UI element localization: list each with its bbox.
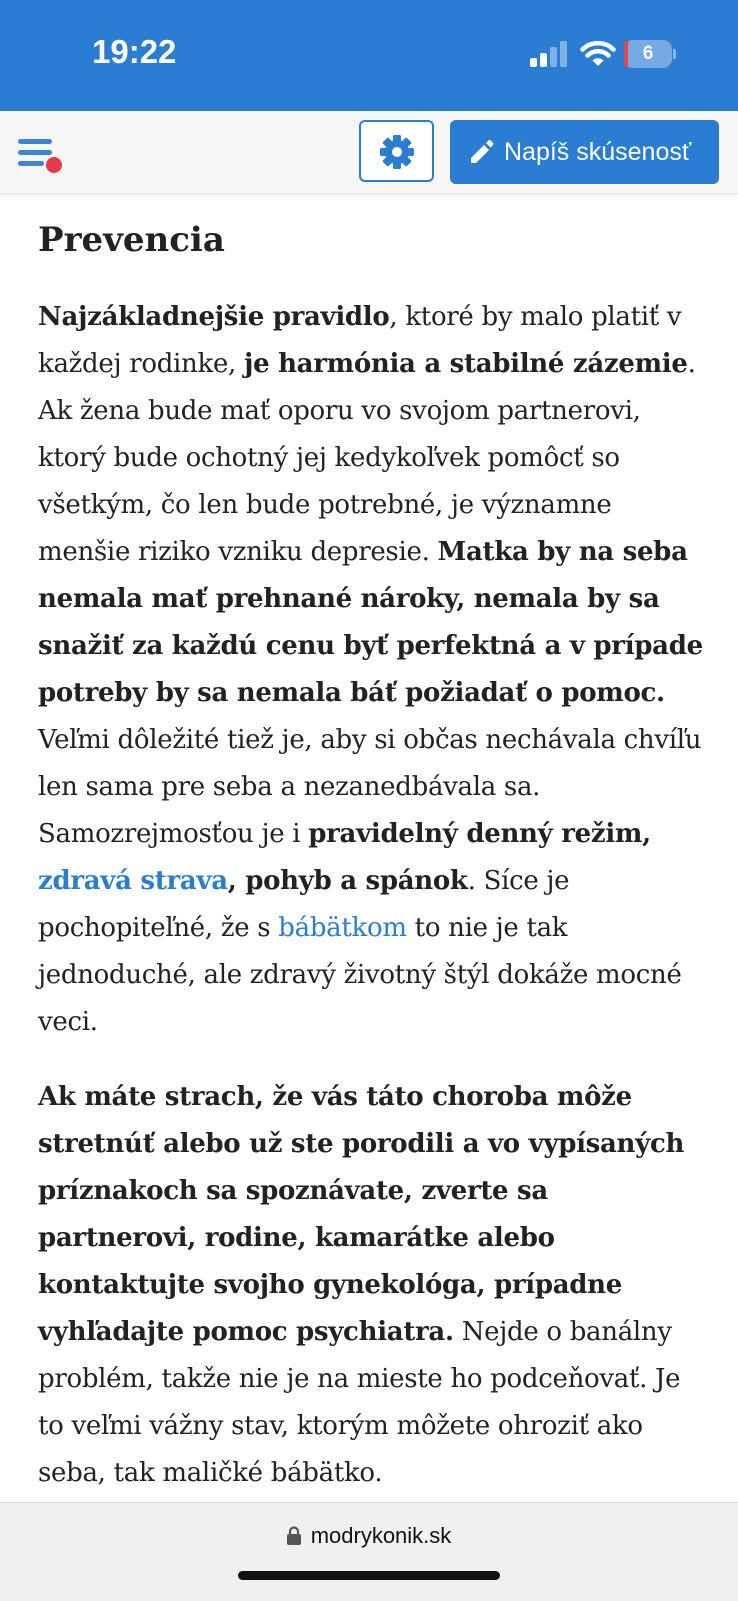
bold-text: Ak máte strach, že vás táto choroba môže stretnúť alebo už ste porodili a vo vypísaných príznakoch sa spoznávate, zverte sa partnerovi, rodine, kamarátke alebo kontaktujte svojho gynekológa, prípadne vyhľadajte pomoc psychiatra. [38, 1082, 685, 1347]
url-text: modrykonik.sk [310, 1523, 452, 1548]
text-run: Nejde o banálny problém, takže nie je na mieste ho podceňovať. Je to veľmi vážny stav, ktorým môžete ohroziť ako seba, tak maličké bábätko. [38, 1317, 681, 1488]
notification-dot [46, 157, 62, 173]
inline-link[interactable]: bábätkom [278, 913, 407, 943]
write-experience-button[interactable] [450, 120, 719, 184]
bold-text: Matka by na seba nemala mať prehnané nároky, nemala by sa snažiť za každú cenu byť perfektná a v prípade potreby by sa nemala báť požiadať o pomoc. [38, 537, 703, 708]
article-content [38, 214, 708, 1497]
inline-link[interactable]: zdravá strava [38, 866, 228, 896]
battery-icon [624, 40, 676, 68]
home-indicator[interactable] [238, 1571, 500, 1580]
pencil-icon [468, 139, 494, 165]
bold-text: pravidelný denný režim, [308, 819, 651, 849]
text-run: to nie je tak jednoduché, ale zdravý životný štýl dokáže mocné veci. [38, 913, 682, 1037]
app-toolbar [0, 111, 738, 194]
status-bar [0, 0, 738, 111]
bold-text: , pohyb a spánok [227, 866, 468, 896]
cellular-signal-icon [530, 41, 568, 67]
browser-bottom-bar [0, 1502, 738, 1601]
bold-text: Najzákladnejšie pravidlo [38, 302, 390, 332]
text-run: , ktoré by malo platiť v každej rodinke, [38, 302, 682, 379]
paragraph-advice [38, 1074, 708, 1497]
menu-button[interactable] [16, 133, 64, 177]
address-bar[interactable] [0, 1523, 738, 1549]
wifi-icon [580, 40, 616, 68]
status-time: 19:22 [92, 33, 177, 70]
bold-text: je harmónia a stabilné zázemie [243, 349, 688, 379]
battery-level: 6 [642, 43, 654, 64]
section-heading: Prevencia [38, 220, 225, 260]
text-run: . Ak žena bude mať oporu vo svojom partnerovi, ktorý bude ochotný jej kedykoľvek pomôcť so všetkým, čo len bude potrebné, je významne menšie riziko vzniku depresie. [38, 349, 696, 567]
settings-button[interactable] [359, 120, 434, 182]
lock-icon [287, 1526, 301, 1545]
paragraph-prevention [38, 294, 708, 1046]
text-run: Veľmi dôležité tiež je, aby si občas nechávala chvíľu len sama pre seba a nezanedbávala sa. Samozrejmosťou je i [38, 725, 702, 849]
write-experience-label: Napíš skúsenosť [504, 138, 692, 166]
gear-icon [379, 134, 415, 170]
text-run: . Síce je pochopiteľné, že s [38, 866, 570, 943]
